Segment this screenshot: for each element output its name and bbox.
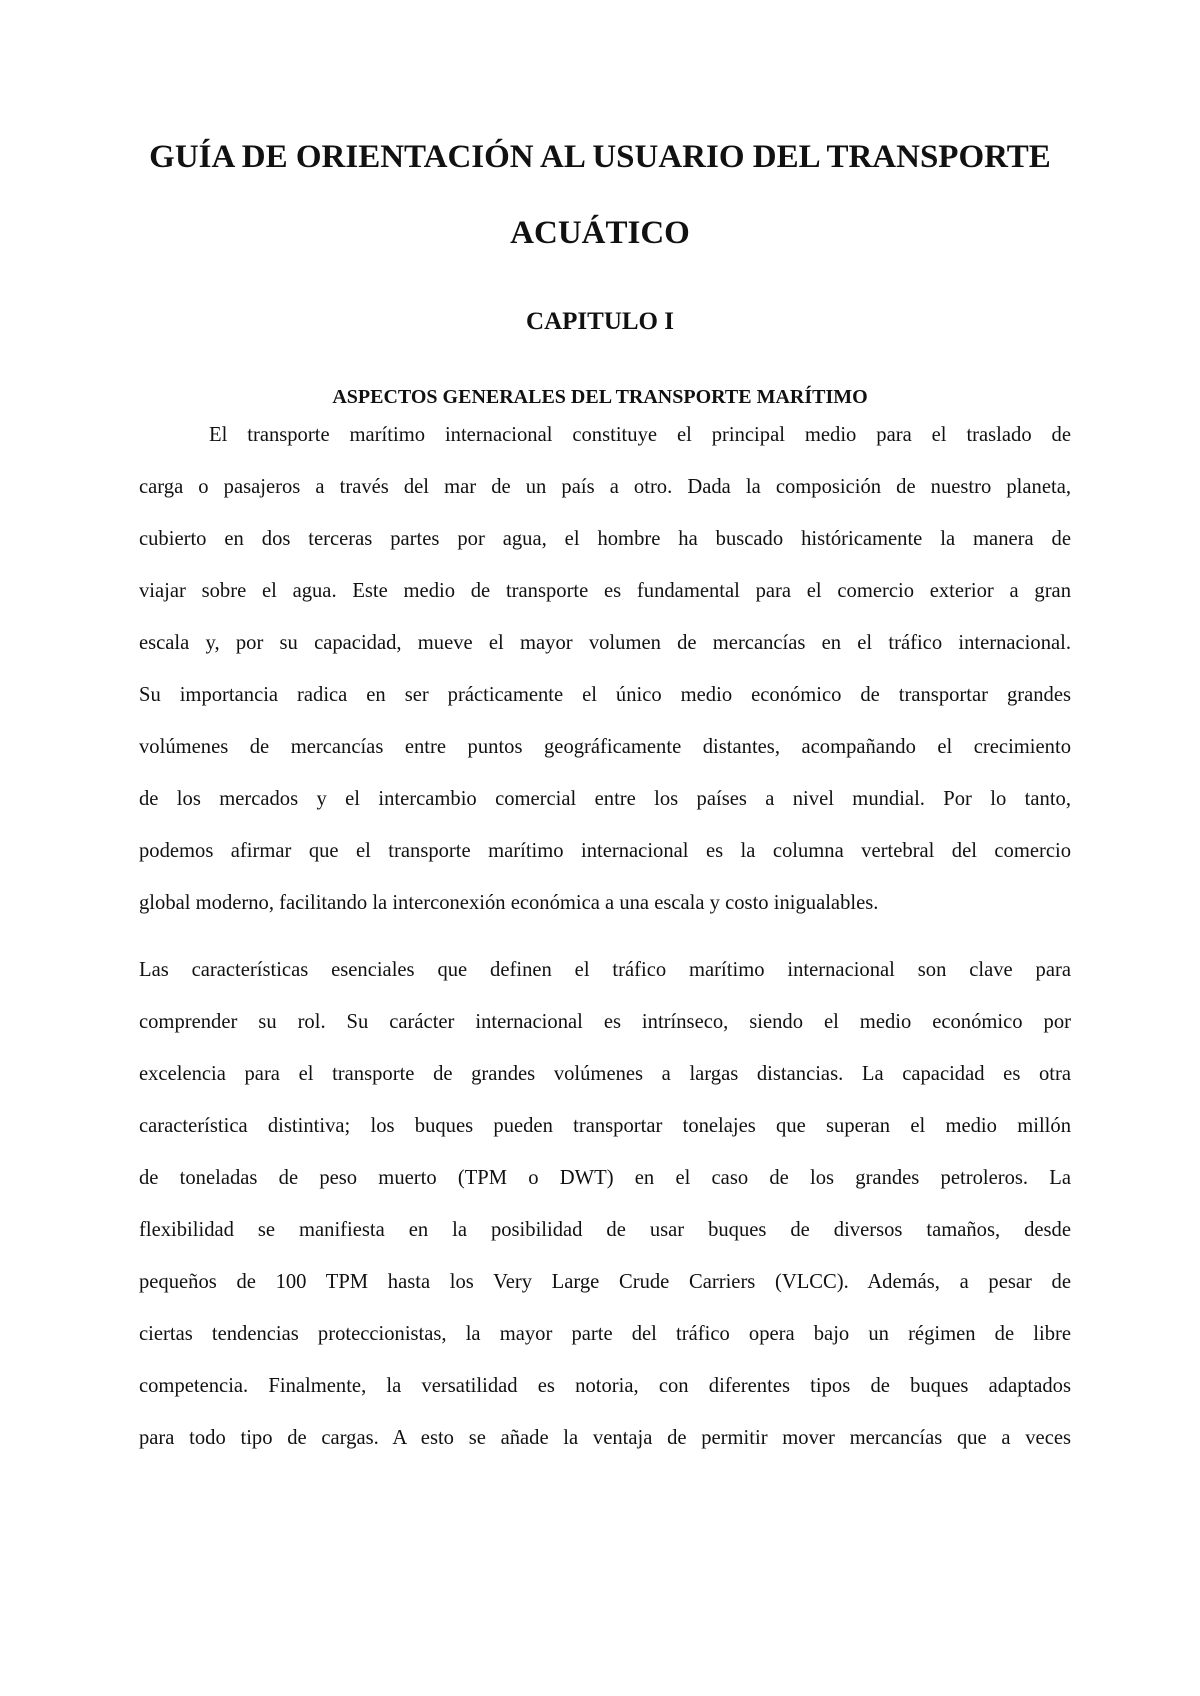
document-title-line-1: GUÍA DE ORIENTACIÓN AL USUARIO DEL TRANSPORTE (149, 139, 1051, 175)
paragraph-2-line: de toneladas de peso muerto (TPM o DWT) en el caso de los grandes petroleros. La (139, 1167, 1071, 1189)
chapter-heading: CAPITULO I (526, 308, 674, 335)
paragraph-1-line: podemos afirmar que el transporte marítimo internacional es la columna vertebral del comercio (139, 840, 1071, 862)
paragraph-2-line: competencia. Finalmente, la versatilidad es notoria, con diferentes tipos de buques adaptados (139, 1375, 1071, 1397)
paragraph-1-line: volúmenes de mercancías entre puntos geográficamente distantes, acompañando el crecimiento (139, 736, 1071, 758)
paragraph-2-line: para todo tipo de cargas. A esto se añade la ventaja de permitir mover mercancías que a veces (139, 1427, 1071, 1449)
paragraph-1-line: carga o pasajeros a través del mar de un país a otro. Dada la composición de nuestro planeta, (139, 476, 1071, 498)
paragraph-1-line: escala y, por su capacidad, mueve el mayor volumen de mercancías en el tráfico internacional. (139, 632, 1071, 654)
paragraph-2-line: flexibilidad se manifiesta en la posibilidad de usar buques de diversos tamaños, desde (139, 1219, 1071, 1241)
paragraph-1-line: global moderno, facilitando la interconexión económica a una escala y costo inigualables. (139, 892, 879, 914)
section-heading: ASPECTOS GENERALES DEL TRANSPORTE MARÍTIMO (332, 386, 868, 408)
paragraph-2-line: característica distintiva; los buques pueden transportar tonelajes que superan el medio millón (139, 1115, 1071, 1137)
paragraph-2-line: excelencia para el transporte de grandes volúmenes a largas distancias. La capacidad es otra (139, 1063, 1071, 1085)
paragraph-1-line: Su importancia radica en ser prácticamente el único medio económico de transportar grandes (139, 684, 1071, 706)
paragraph-1-line: viajar sobre el agua. Este medio de transporte es fundamental para el comercio exterior a gran (139, 580, 1071, 602)
paragraph-2-line: ciertas tendencias proteccionistas, la mayor parte del tráfico opera bajo un régimen de libre (139, 1323, 1071, 1345)
document-title-line-2: ACUÁTICO (510, 215, 690, 251)
paragraph-2-line: pequeños de 100 TPM hasta los Very Large Crude Carriers (VLCC). Además, a pesar de (139, 1271, 1071, 1293)
paragraph-2-line: Las características esenciales que definen el tráfico marítimo internacional son clave para (139, 959, 1071, 981)
paragraph-1-line: de los mercados y el intercambio comercial entre los países a nivel mundial. Por lo tanto, (139, 788, 1071, 810)
paragraph-1-line: cubierto en dos terceras partes por agua, el hombre ha buscado históricamente la manera de (139, 528, 1071, 550)
paragraph-1-line: El transporte marítimo internacional constituye el principal medio para el traslado de (209, 424, 1071, 446)
paragraph-2-line: comprender su rol. Su carácter internacional es intrínseco, siendo el medio económico por (139, 1011, 1071, 1033)
